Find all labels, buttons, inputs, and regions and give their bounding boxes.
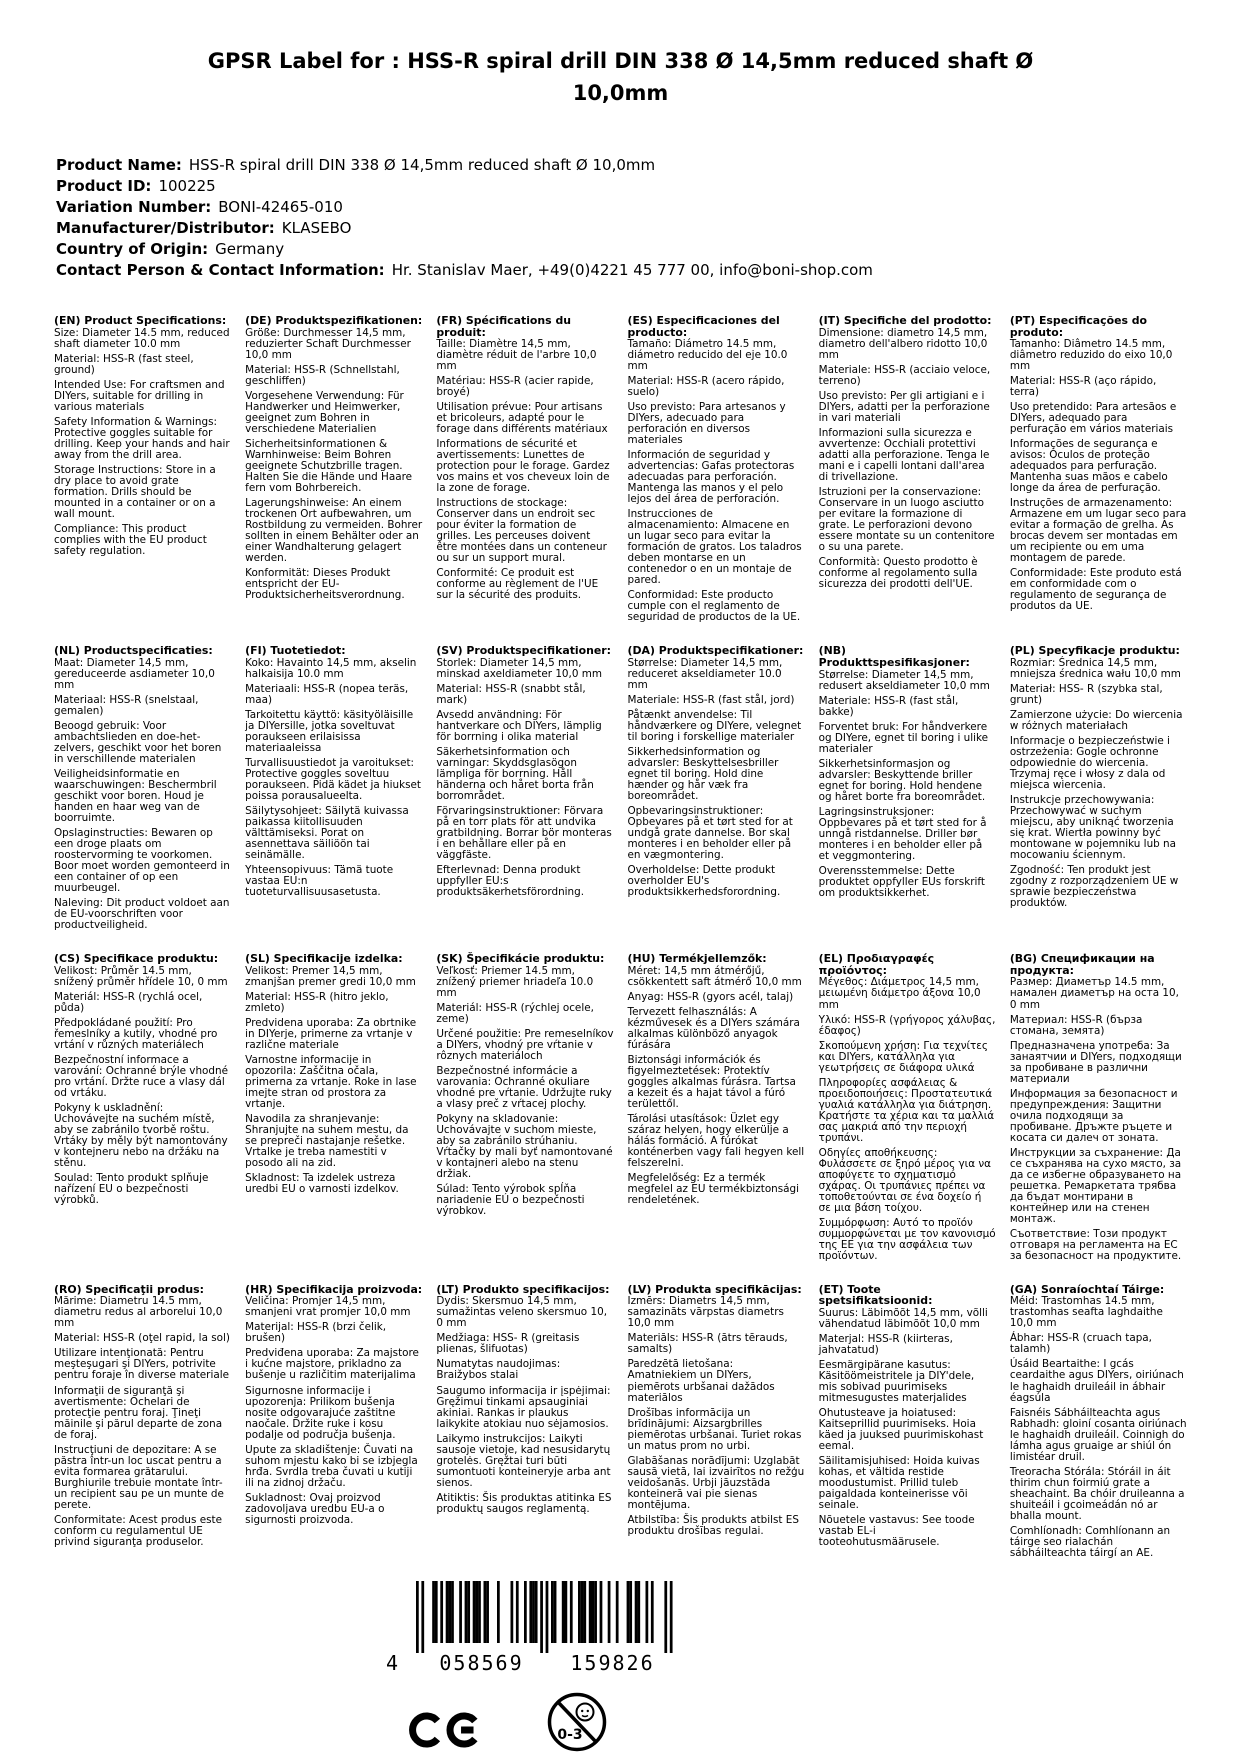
age-warning-icon — [546, 1691, 608, 1753]
spec-paragraph: Размер: Диаметър 14.5 mm, намален диаметър на оста 10, 0 mm — [1009, 976, 1179, 1011]
certification-marks — [408, 1691, 686, 1753]
spec-paragraph: Uso previsto: Per gli artigiani e i DIYers, adatti per la perforazione in vari materiali — [818, 389, 990, 424]
spec-block-sl — [245, 953, 422, 1265]
spec-grid — [54, 315, 1187, 1563]
spec-paragraph: Sukladnost: Ovaj proizvod zadovoljava uredbu EU-a o sigurnosti proizvoda. — [245, 1491, 385, 1526]
spec-paragraph: Sikkerhetsinformasjon og advarsler: Beskyttende briller egnet for boring. Hold hendene og håret borte fra boreområdet. — [818, 757, 986, 803]
spec-paragraph: Material: HSS-R (acero rápido, suelo) — [627, 375, 785, 399]
spec-paragraph: Materiál: HSS-R (rýchlej ocele, zeme) — [436, 1001, 594, 1025]
spec-paragraph: Materiaali: HSS-R (nopea teräs, maa) — [245, 683, 409, 707]
product-info-label: Manufacturer/Distributor: — [56, 219, 275, 237]
spec-paragraph: Informaţii de siguranţă şi avertismente: Ochelari de protecţie pentru foraj. Ţineţi măinile şi părul departe de zona de foraj. — [54, 1384, 223, 1441]
spec-paragraph: Tamanho: Diâmetro 14.5 mm, diâmetro reduzido do eixo 10,0 mm — [1009, 338, 1173, 373]
spec-block-fi — [245, 645, 422, 935]
spec-paragraph: Πληροφορίες ασφάλειας & προειδοποιήσεις: Προστατευτικά γυαλιά κατάλληλα για διάτρηση. Κρατήστε τα χέρια και τα μαλλιά σας μακριά από την περιοχή τρυπάνι. — [818, 1076, 995, 1144]
spec-paragraph: Upute za skladištenje: Čuvati na suhom mjestu kako bi se izbjegla hrđa. Svrdla treba čuvati u kutiji ili na zidnoj držaču. — [245, 1443, 418, 1489]
spec-paragraph: Comhlíonadh: Comhlíonann an táirge seo rialachán sábháilteachta táirgí an AE. — [1009, 1524, 1171, 1559]
spec-paragraph: Tarkoitettu käyttö: käsityöläisille ja DIYersille, jotka soveltuvat poraukseen erilaisissa materiaaleissa — [245, 709, 414, 755]
spec-paragraph: Izmērs: Diametrs 14,5 mm, samazināts vārpstas diametrs 10,0 mm — [627, 1295, 784, 1330]
spec-paragraph: Varnostne informacije in opozorila: Zaščitna očala, primerna za vrtanje. Roke in lase imejte stran od prostora za vrtanje. — [245, 1054, 417, 1111]
spec-paragraph: Tamaño: Diámetro 14.5 mm, diámetro reducido del eje 10.0 mm — [627, 338, 788, 373]
spec-paragraph: Předpokládané použití: Pro řemeslníky a kutily, vhodné pro vrtání v různých materiálech — [54, 1016, 218, 1052]
spec-heading: (BG) Спецификации на продукта: — [1009, 952, 1155, 977]
spec-paragraph: Uso previsto: Para artesanos y DIYers, adecuado para perforación en diversos materiales — [627, 401, 786, 447]
spec-heading: (EL) Προδιαγραφές προϊόντος: — [818, 952, 935, 977]
spec-paragraph: Turvallisuustiedot ja varoitukset: Protective goggles soveltuu poraukseen. Pidä kädet ja hiukset poissa porausalueelta. — [245, 757, 422, 803]
spec-paragraph: Intended Use: For craftsmen and DIYers, suitable for drilling in various materials — [54, 378, 225, 413]
product-info-label: Contact Person & Contact Information: — [56, 261, 385, 279]
spec-paragraph: Säilitamisjuhised: Hoida kuivas kohas, et vältida restide moodustumist. Prillid tuleb paigaldada konteinerisse või seinale. — [818, 1455, 980, 1512]
product-info-label: Product Name: — [56, 156, 182, 174]
spec-paragraph: Materiale: HSS-R (fast stål, jord) — [627, 694, 795, 707]
barcode-bars-icon — [386, 1581, 678, 1653]
spec-paragraph: Съответствие: Този продукт отговаря на регламента на ЕС за безопасност на продуктите. — [1009, 1227, 1182, 1262]
spec-heading: (DE) Produktspezifikationen: — [245, 314, 423, 327]
spec-paragraph: Opslaginstructies: Bewaren op een droge plaats om roostervorming te voorkomen. Boor moet worden gemonteerd in een container of op een muurbeugel. — [54, 827, 230, 895]
spec-heading: (SV) Produktspecifikationer: — [436, 644, 611, 658]
spec-heading: (PT) Especificações do produto: — [1009, 314, 1148, 339]
spec-heading: (LT) Produkto specifikacijos: — [436, 1282, 610, 1296]
spec-block-nb — [819, 645, 996, 935]
product-info-row — [56, 218, 1185, 239]
spec-paragraph: Koko: Havainto 14,5 mm, akselin halkaisija 10.0 mm — [245, 657, 417, 681]
bottom-area — [386, 1581, 686, 1753]
spec-block-sv — [436, 645, 613, 935]
spec-paragraph: Vorgesehene Verwendung: Für Handwerker und Heimwerker, geeignet zum Bohren in verschiedene Materialien — [245, 389, 404, 435]
spec-block-pl — [1010, 645, 1187, 935]
spec-paragraph: Instrucţiuni de depozitare: A se păstra într-un loc uscat pentru a evita formarea grătarului. Burghiurile trebuie montate într-un recipient sau pe un munte de perete. — [54, 1443, 224, 1511]
spec-paragraph: Lagerungshinweise: An einem trockenen Ort aufbewahren, um Rostbildung zu vermeiden. Bohrer sollten in einem Behälter oder an einer Wandhalterung gelagert werden. — [245, 496, 423, 564]
spec-paragraph: Medžiaga: HSS- R (greitasis plienas, šlifuotas) — [436, 1332, 580, 1356]
spec-paragraph: Μέγεθος: Διάμετρος 14,5 mm, μειωμένη διάμετρο άξονα 10,0 mm — [818, 976, 981, 1011]
spec-paragraph: Säkerhetsinformation och varningar: Skyddsglasögon lämpliga för borrning. Håll händerna och håret borta från borrområdet. — [436, 746, 594, 803]
spec-block-lv — [628, 1284, 805, 1563]
spec-heading: (EN) Product Specifications: — [54, 314, 227, 327]
product-info-value: Germany — [215, 240, 285, 258]
spec-heading: (ET) Toote spetsifikatsioonid: — [818, 1282, 933, 1308]
spec-paragraph: Saugumo informacija ir įspėjimai: Gręžimui tinkami apsauginiai akiniai. Rankas ir plaukus laikykite atokiau nuo sėjamosios. — [436, 1384, 611, 1430]
product-info-label: Product ID: — [56, 177, 152, 195]
spec-paragraph: Istruzioni per la conservazione: Conservare in un luogo asciutto per evitare la formazione di grate. Le perforazioni devono essere montate su un contenitore o su una parete. — [818, 485, 995, 553]
spec-paragraph: Informazioni sulla sicurezza e avvertenze: Occhiali protettivi adatti alla perforazione. Tenga le mani e i capelli lontani dall'area di trivellazione. — [818, 426, 990, 483]
spec-block-et — [819, 1284, 996, 1563]
spec-heading: (PL) Specyfikacje produktu: — [1009, 644, 1180, 658]
spec-block-da — [628, 645, 805, 935]
spec-block-cs — [54, 953, 231, 1265]
spec-paragraph: Utilizare intenţionată: Pentru meşteşugari şi DIYers, potrivite pentru foraje în diverse materiale — [54, 1347, 229, 1382]
spec-paragraph: Materiaal: HSS-R (snelstaal, gemalen) — [54, 694, 199, 718]
spec-block-el — [819, 953, 996, 1265]
spec-paragraph: Pokyny k uskladnění: Uchovávejte na suchém místě, aby se zabránilo tvorbě roštu. Vrtáky by měly být namontovány v kontejneru nebo na držáku na stěnu. — [54, 1102, 228, 1170]
spec-paragraph: Eesmärgipärane kasutus: Käsitöömeistritele ja DIY'dele, mis sobivad puurimiseks mitmesugustes materjalides — [818, 1359, 975, 1405]
product-info-label: Variation Number: — [56, 198, 212, 216]
spec-block-hu — [628, 953, 805, 1265]
spec-paragraph: Tervezett felhasználás: A kézművesek és a DIYers számára alkalmas különböző anyagok fúrására — [627, 1005, 800, 1052]
spec-paragraph: Overensstemmelse: Dette produktet oppfyller EUs forskrift om produktsikkerhet. — [818, 864, 985, 899]
spec-block-it — [819, 315, 996, 627]
spec-heading: (IT) Specifiche del prodotto: — [818, 314, 992, 327]
spec-paragraph: Paredzētā lietošana: Amatniekiem un DIYers, piemērots urbšanai dažādos materiālos — [627, 1358, 775, 1404]
spec-paragraph: Instrukcje przechowywania: Przechowywać w suchym miejscu, aby uniknąć tworzenia się krat. Wiertła powinny być montowane w pojemniku lub na mocowaniu ściennym. — [1009, 794, 1177, 862]
spec-paragraph: Treoracha Stórála: Stóráil in áit thirim chun foirmiú grate a sheachaint. Ba chóir druileanna a shuiteáil i gcoimeádán nó ar bhalla mount. — [1009, 1465, 1185, 1522]
spec-paragraph: Určené použitie: Pre remeselníkov a DIYers, vhodný pre vŕtanie v rôznych materiáloch — [436, 1028, 614, 1063]
product-info-row — [56, 197, 1185, 218]
spec-heading: (SK) Špecifikácie produktu: — [436, 952, 605, 966]
spec-paragraph: Faisnéis Sábháilteachta agus Rabhadh: gloiní cosanta oiriúnach le haghaidh druileáil. Coinnigh do lámha agus gruaige ar shiúl ón limistéar druil. — [1009, 1406, 1187, 1463]
spec-paragraph: Suurus: Läbimõõt 14,5 mm, võlli vähendatud läbimõõt 10,0 mm — [818, 1306, 988, 1330]
spec-heading: (SL) Specifikacije izdelka: — [245, 952, 403, 966]
spec-paragraph: Avsedd användning: För hantverkare och DIYers, lämplig för borrning i olika material — [436, 709, 602, 744]
spec-paragraph: Ohutusteave ja hoiatused: Kaitseprillid puurimiseks. Hoia käed ja juuksed puurimiskohast eemal. — [818, 1407, 984, 1453]
spec-heading: (HU) Termékjellemzők: — [627, 952, 767, 966]
spec-paragraph: Storlek: Diameter 14,5 mm, minskad axeldiameter 10,0 mm — [436, 657, 602, 681]
spec-paragraph: Zamierzone użycie: Do wiercenia w różnych materiałach — [1009, 709, 1183, 733]
product-info-value: Hr. Stanislav Maer, +49(0)4221 45 777 00, info@boni-shop.com — [391, 261, 873, 279]
spec-paragraph: Størrelse: Diameter 14,5 mm, reduceret akseldiameter 10.0 mm — [627, 657, 783, 692]
spec-paragraph: Informações de segurança e avisos: Óculos de proteção adequados para perfuração. Mantenha suas mãos e cabelo longe da área de perfuração. — [1009, 438, 1168, 495]
ce-mark-icon — [408, 1707, 486, 1753]
spec-heading: (FR) Spécifications du produit: — [436, 314, 571, 339]
spec-block-lt — [436, 1284, 613, 1563]
spec-paragraph: Materiał: HSS- R (szybka stal, grunt) — [1009, 683, 1163, 707]
spec-block-de — [245, 315, 422, 627]
spec-heading: (ES) Especificaciones del producto: — [627, 314, 780, 339]
spec-paragraph: Conformidad: Este producto cumple con el reglamento de seguridad de productos de la UE. — [627, 589, 801, 624]
spec-paragraph: Bezpečnostní informace a varování: Ochranné brýle vhodné pro vrtání. Držte ruce a vlasy dál od vrtáku. — [54, 1054, 228, 1100]
spec-paragraph: Materiál: HSS-R (rychlá ocel, půda) — [54, 990, 203, 1014]
spec-heading: (NL) Productspecificaties: — [54, 644, 213, 658]
spec-paragraph: Conformidade: Este produto está em conformidade com o regulamento de segurança de produtos da UE. — [1009, 567, 1182, 613]
spec-paragraph: Size: Diameter 14.5 mm, reduced shaft diameter 10.0 mm — [54, 326, 230, 350]
spec-block-hr — [245, 1284, 422, 1563]
spec-paragraph: Predvidena uporaba: Za obrtnike in DIYerje, primerne za vrtanje v različne materiale — [245, 1016, 417, 1052]
spec-paragraph: Uso pretendido: Para artesãos e DIYers, adequado para perfuração em vários materiais — [1009, 401, 1177, 436]
spec-paragraph: Dydis: Skersmuo 14,5 mm, sumažintas veleno skersmuo 10, 0 mm — [436, 1295, 607, 1330]
spec-paragraph: Información de seguridad y advertencias: Gafas protectoras adecuadas para perforación. Mantenga las manos y el pelo lejos del área de perforación. — [627, 449, 795, 506]
spec-paragraph: Σκοπούμενη χρήση: Για τεχνίτες και DIYers, κατάλληλα για γεωτρήσεις σε διάφορα υλικά — [818, 1039, 989, 1074]
spec-paragraph: Drošības informācija un brīdinājumi: Aizsargbrilles piemērotas urbšanai. Turiet rokas un matus prom no urbi. — [627, 1406, 802, 1452]
spec-block-fr — [436, 315, 613, 627]
spec-block-ro — [54, 1284, 231, 1563]
spec-paragraph: Veiligheidsinformatie en waarschuwingen: Beschermbril geschikt voor boren. Houd je handen en haar weg van de boorruimte. — [54, 768, 217, 825]
spec-paragraph: Konformität: Dieses Produkt entspricht der EU-Produktsicherheitsverordnung. — [245, 566, 405, 601]
product-info-value: 100225 — [158, 177, 216, 195]
spec-paragraph: Informacje o bezpieczeństwie i ostrzeżenia: Gogle ochronne odpowiednie do wiercenia. Trzymaj ręce i włosy z dala od miejsca wiercenia. — [1009, 735, 1170, 792]
spec-paragraph: Dimensione: diametro 14,5 mm, diametro dell'albero ridotto 10,0 mm — [818, 326, 988, 361]
spec-paragraph: Materijal: HSS-R (brzi čelik, brušen) — [245, 1321, 387, 1345]
barcode-group-right: 159826 — [570, 1650, 655, 1675]
spec-paragraph: Sicherheitsinformationen & Warnhinweise: Beim Bohren geeignete Schutzbrille tragen. Halten Sie die Hände und Haare fern vom Bohrbereich. — [245, 437, 413, 494]
spec-paragraph: Velikost: Premer 14,5 mm, zmanjšan premer gredi 10,0 mm — [245, 964, 416, 988]
product-info-section — [56, 155, 1185, 281]
spec-paragraph: Anyag: HSS-R (gyors acél, talaj) — [627, 990, 794, 1003]
spec-paragraph: Velikost: Průměr 14.5 mm, snížený průměr hřídele 10, 0 mm — [54, 964, 228, 988]
spec-paragraph: Предназначена употреба: За занаятчии и DIYers, подходящи за пробиване в различни материали — [1009, 1039, 1182, 1085]
spec-paragraph: Größe: Durchmesser 14,5 mm, reduzierter Schaft Durchmesser 10,0 mm — [245, 326, 411, 361]
spec-block-bg — [1010, 953, 1187, 1265]
spec-paragraph: Rozmiar: Średnica 14,5 mm, mniejsza średnica wału 10,0 mm — [1009, 657, 1181, 681]
spec-paragraph: Glabāšanas norādījumi: Uzglabāt sausā vietā, lai izvairītos no režģu veidošanās. Urbji jāuzstāda konteinerā vai pie sienas montējuma. — [627, 1454, 805, 1511]
spec-paragraph: Skladnost: Ta izdelek ustreza uredbi EU o varnosti izdelkov. — [245, 1172, 399, 1196]
spec-paragraph: Instruções de armazenamento: Armazene em um lugar seco para evitar a formação de grelha. As brocas devem ser montadas em um recipiente ou em uma montagem de parede. — [1009, 497, 1187, 565]
spec-paragraph: Matériau: HSS-R (acier rapide, broyé) — [436, 375, 594, 399]
spec-paragraph: Yhteensopivuus: Tämä tuote vastaa EU:n tuoteturvallisuusasetusta. — [245, 864, 394, 899]
spec-heading: (GA) Sonraíochtaí Táirge: — [1009, 1282, 1165, 1296]
spec-paragraph: Sikkerhedsinformation og advarsler: Beskyttelsesbriller egnet til boring. Hold dine hænder og hår væk fra boreområdet. — [627, 746, 779, 803]
spec-paragraph: Συμμόρφωση: Αυτό το προϊόν συμμορφώνεται με τον κανονισμό της ΕΕ για την ασφάλεια των προϊόντων. — [818, 1216, 996, 1262]
spec-block-pt — [1010, 315, 1187, 627]
spec-paragraph: Veľkosť: Priemer 14.5 mm, znížený priemer hriadeľa 10.0 mm — [436, 964, 594, 999]
spec-paragraph: Materjal: HSS-R (kiirteras, jahvatatud) — [818, 1332, 953, 1356]
spec-paragraph: Material: HSS-R (snabbt stål, mark) — [436, 683, 586, 707]
spec-paragraph: Pokyny na skladovanie: Uchovávajte v suchom mieste, aby sa zabránilo strúhaniu. Vŕtačky by mali byť namontované v kontajneri alebo na stenu držiak. — [436, 1113, 613, 1181]
spec-block-es — [628, 315, 805, 627]
spec-paragraph: Nõuetele vastavus: See toode vastab EL-i tooteohutusmäärusele. — [818, 1514, 975, 1549]
spec-paragraph: Naleving: Dit product voldoet aan de EU-voorschriften voor productveiligheid. — [54, 897, 230, 932]
product-info-label: Country of Origin: — [56, 240, 209, 258]
spec-paragraph: Atitiktis: Šis produktas atitinka ES produktų saugos reglamentą. — [436, 1491, 612, 1515]
spec-paragraph: Conformité: Ce produit est conforme au règlement de l'UE sur la sécurité des produits. — [436, 567, 599, 602]
spec-block-sk — [436, 953, 613, 1265]
spec-paragraph: Påtænkt anvendelse: Til håndværkere og DIYere, velegnet til boring i forskellige materialer — [627, 709, 802, 744]
spec-paragraph: Predviđena uporaba: Za majstore i kućne majstore, prikladno za bušenje u različitim materijalima — [245, 1347, 419, 1382]
spec-paragraph: Материал: HSS-R (бърза стомана, земята) — [1009, 1013, 1143, 1037]
spec-heading: (DA) Produktspecifikationer: — [627, 644, 804, 658]
spec-paragraph: Úsáid Beartaithe: I gcás ceardaithe agus DIYers, oiriúnach le haghaidh druileáil in ábhair éagsúla — [1009, 1358, 1184, 1404]
spec-paragraph: Súlad: Tento výrobok spĺňa nariadenie EÚ o bezpečnosti výrobkov. — [436, 1183, 585, 1218]
spec-paragraph: Instrucciones de almacenamiento: Almacene en un lugar seco para evitar la formación de gratos. Los taladros deben montarse en un contenedor o en un montaje de pared. — [627, 508, 802, 587]
spec-heading: (HR) Specifikacija proizvoda: — [245, 1282, 423, 1296]
spec-paragraph: Forventet bruk: For håndverkere og DIYere, egnet til boring i ulike materialer — [818, 720, 989, 755]
product-info-value: KLASEBO — [281, 219, 352, 237]
product-info-row — [56, 260, 1185, 281]
spec-paragraph: Overholdelse: Dette produkt overholder EU's produktsikkerhedsforordning. — [627, 864, 781, 899]
spec-block-nl — [54, 645, 231, 935]
barcode-first-digit: 4 — [386, 1650, 399, 1675]
spec-paragraph: Informations de sécurité et avertissements: Lunettes de protection pour le forage. Gardez vos mains et vos cheveux loin de la zone de forage. — [436, 438, 610, 495]
spec-paragraph: Megfelelőség: Ez a termék megfelel az EU termékbiztonsági rendeletének. — [627, 1172, 800, 1207]
spec-paragraph: Efterlevnad: Denna produkt uppfyller EU:s produktsäkerhetsförordning. — [436, 864, 585, 899]
spec-heading: (LV) Produkta specifikācijas: — [627, 1282, 802, 1296]
spec-paragraph: Sigurnosne informacije i upozorenja: Prilikom bušenja nosite odgovarajuće zaštitne naočale. Držite ruke i kosu podalje od područja bušenja. — [245, 1384, 396, 1441]
spec-paragraph: Méret: 14,5 mm átmérőjű, csökkentett saft átmérő 10,0 mm — [627, 964, 802, 988]
age-warning-label: 0-3 — [557, 1726, 583, 1743]
spec-paragraph: Méid: Trastomhas 14.5 mm, trastomhas seafta laghdaithe 10,0 mm — [1009, 1295, 1163, 1330]
spec-paragraph: Biztonsági információk és figyelmeztetések: Protektív goggles alkalmas fúrásra. Tartsa a kezeit és a hajat távol a fúró területtől. — [627, 1054, 796, 1111]
spec-paragraph: Tárolási utasítások: Üzlet egy száraz helyen, hogy elkerülje a hálás formáció. A fúrókat konténerben vagy fali hegyen kell felszerelni. — [627, 1113, 805, 1170]
spec-paragraph: Lagringsinstruksjoner: Oppbevares på et tørt sted for å unngå ristdannelse. Driller bør monteres i en beholder eller på et veggmontering. — [818, 805, 987, 862]
spec-paragraph: Safety Information & Warnings: Protective goggles suitable for drilling. Keep your hands and hair away from the drill area. — [54, 415, 230, 461]
page-title: GPSR Label for : HSS-R spiral drill DIN 338 Ø 14,5mm reduced shaft Ø 10,0mm — [207, 49, 1034, 105]
spec-heading: (RO) Specificaţii produs: — [54, 1282, 204, 1296]
spec-block-ga — [1010, 1284, 1187, 1563]
spec-paragraph: Информация за безопасност и предупреждения: Защитни очила подходящи за пробиване. Дръжте ръцете и косата си далеч от зоната. — [1009, 1087, 1178, 1144]
spec-paragraph: Material: HSS-R (hitro jeklo, zmleto) — [245, 990, 389, 1014]
spec-paragraph: Material: HSS-R (oţel rapid, la sol) — [54, 1332, 230, 1345]
spec-paragraph: Numatytas naudojimas: Braižybos stalai — [436, 1358, 561, 1382]
spec-paragraph: Υλικό: HSS-R (γρήγορος χάλυβας, έδαφος) — [818, 1013, 996, 1037]
spec-paragraph: Compliance: This product complies with the EU product safety regulation. — [54, 522, 207, 557]
spec-block-en — [54, 315, 231, 627]
spec-paragraph: Förvaringsinstruktioner: Förvara på en torr plats för att undvika gratbildning. Borrar bör monteras i en behållare eller på en väggfäste. — [436, 805, 612, 862]
spec-paragraph: Materiale: HSS-R (fast stål, bakke) — [818, 694, 959, 718]
spec-paragraph: Soulad: Tento produkt splňuje nařízení EU o bezpečnosti výrobků. — [54, 1172, 209, 1207]
spec-paragraph: Material: HSS-R (fast steel, ground) — [54, 352, 194, 376]
spec-paragraph: Atbilstība: Šis produkts atbilst ES produktu drošības regulai. — [627, 1513, 799, 1537]
product-info-row — [56, 155, 1185, 176]
spec-heading: (NB) Produkttspesifikasjoner: — [818, 644, 970, 670]
spec-paragraph: Materiāls: HSS-R (ātrs tērauds, samalts) — [627, 1332, 788, 1356]
spec-paragraph: Säilytysohjeet: Säilytä kuivassa paikassa kiitollisuuden välttämiseksi. Porat on asennettava säiliöön tai seinämälle. — [245, 805, 409, 862]
spec-paragraph: Veličina: Promjer 14,5 mm, smanjeni vrat promjer 10,0 mm — [245, 1295, 411, 1319]
spec-paragraph: Laikymo instrukcijos: Laikyti sausoje vietoje, kad nesusidarytų grotelės. Gręžtai turi būti sumontuoti konteineryje arba ant sienos. — [436, 1432, 611, 1489]
product-info-row — [56, 176, 1185, 197]
spec-paragraph: Instructions de stockage: Conserver dans un endroit sec pour éviter la formation de grilles. Les perceuses doivent être montées dans un conteneur ou sur un support mural. — [436, 497, 607, 565]
spec-paragraph: Conformitate: Acest produs este conform cu regulamentul UE privind siguranţa produselor. — [54, 1513, 223, 1548]
barcode-group-left: 058569 — [439, 1650, 524, 1675]
spec-paragraph: Mărime: Diametru 14.5 mm, diametru redus al arborelui 10,0 mm — [54, 1295, 223, 1330]
spec-paragraph: Conformità: Questo prodotto è conforme al regolamento sulla sicurezza dei prodotti dell'UE. — [818, 555, 978, 590]
spec-paragraph: Material: HSS-R (Schnellstahl, geschliffen) — [245, 363, 400, 387]
spec-heading: (CS) Specifikace produktu: — [54, 952, 219, 966]
spec-paragraph: Maat: Diameter 14,5 mm, gereduceerde asdiameter 10,0 mm — [54, 657, 215, 692]
spec-paragraph: Størrelse: Diameter 14,5 mm, redusert akseldiameter 10,0 mm — [818, 668, 990, 692]
spec-paragraph: Utilisation prévue: Pour artisans et bricoleurs, adapté pour le forage dans différents matériaux — [436, 401, 608, 436]
product-info-value: HSS-R spiral drill DIN 338 Ø 14,5mm reduced shaft Ø 10,0mm — [188, 156, 656, 174]
spec-paragraph: Material: HSS-R (aço rápido, terra) — [1009, 375, 1157, 399]
spec-paragraph: Navodila za shranjevanje: Shranjujte na suhem mestu, da se prepreči nastajanje rešetke. Vrtalke je treba namestiti v posodo ali na zid. — [245, 1113, 409, 1170]
barcode — [386, 1581, 686, 1675]
spec-paragraph: Οδηγίες αποθήκευσης: Φυλάσσετε σε ξηρό μέρος για να αποφύγετε το σχηματισμό σχάρας. Οι τρυπάνιες πρέπει να τοποθετούνται σε ένα δοχείο ή σε μια βάση τοίχου. — [818, 1146, 991, 1214]
spec-paragraph: Storage Instructions: Store in a dry place to avoid grate formation. Drills should be mounted in a container or on a wall mount. — [54, 463, 216, 520]
spec-paragraph: Инструкции за съхранение: Да се съхранява на сухо място, за да се избегне образуването на решетка. Ремаркетата трябва да бъдат монтирани в контейнер или на стенен монтаж. — [1009, 1146, 1182, 1225]
spec-paragraph: Zgodność: Ten produkt jest zgodny z rozporządzeniem UE w sprawie bezpieczeństwa produktów. — [1009, 864, 1179, 910]
spec-paragraph: Ábhar: HSS-R (cruach tapa, talamh) — [1009, 1332, 1152, 1356]
product-info-value: BONI-42465-010 — [218, 198, 343, 216]
barcode-digits — [386, 1651, 678, 1675]
spec-paragraph: Materiale: HSS-R (acciaio veloce, terreno) — [818, 363, 991, 387]
spec-heading: (FI) Tuotetiedot: — [245, 644, 346, 658]
spec-paragraph: Beoogd gebruik: Voor ambachtslieden en doe-het-zelvers, geschikt voor het boren in verschillende materialen — [54, 720, 222, 766]
spec-paragraph: Taille: Diamètre 14,5 mm, diamètre réduit de l'arbre 10,0 mm — [436, 338, 597, 373]
spec-paragraph: Bezpečnostné informácie a varovania: Ochranné okuliare vhodné pre vŕtanie. Udržujte ruky a vlasy preč z vŕtacej plochy. — [436, 1065, 612, 1111]
spec-paragraph: Opbevaringsinstruktioner: Opbevares på et tørt sted for at undgå grate dannelse. Bor skal monteres i en beholder eller på en vægmontering. — [627, 805, 793, 862]
product-info-row — [56, 239, 1185, 260]
